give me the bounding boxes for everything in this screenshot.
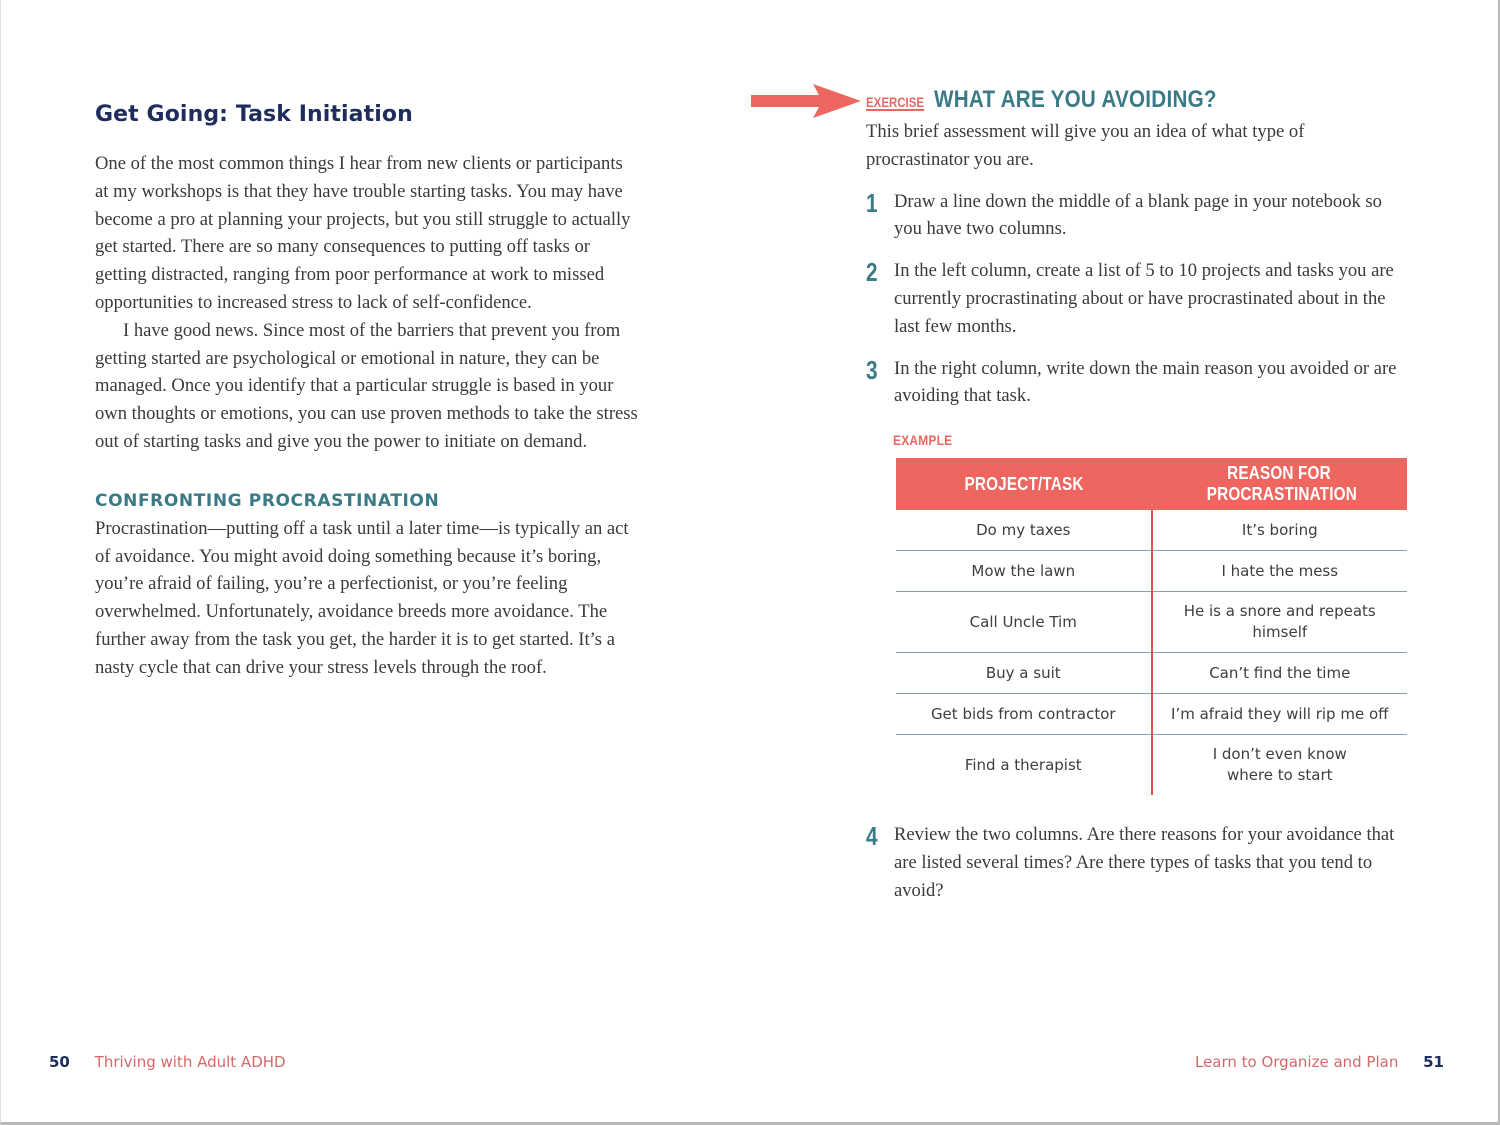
book-title: Thriving with Adult ADHD <box>94 1053 286 1071</box>
exercise-intro: This brief assessment will give you an idea of what type of procrastinator you are. <box>866 121 1305 170</box>
table-row <box>896 694 1407 735</box>
column-header-reason: REASON FOR PROCRASTINATION <box>1152 458 1408 510</box>
column-header-project: PROJECT/TASK <box>896 458 1152 510</box>
reason-cell: He is a snore and repeats himself <box>1152 592 1408 653</box>
reason-cell: Can’t find the time <box>1152 653 1408 694</box>
left-page <box>95 98 640 682</box>
table-row <box>896 735 1407 796</box>
step-4 <box>866 821 1411 904</box>
section-paragraph: Procrastination—putting off a task until a later time—is typically an act of avoidance. You might avoid doing something because it’s boring, you’re afraid of failing, you’re a perfectionist, or you’re feeling overwhelmed. Unfortunately, avoidance breeds more avoidance. The further away from the task you get, the harder it is to get started. It’s a nasty cycle that can drive your stress levels through the roof. <box>95 517 629 678</box>
task-cell: Mow the lawn <box>896 551 1152 592</box>
step-text: In the right column, write down the main reason you avoided or are avoiding that task. <box>894 357 1397 407</box>
body-paragraph-2: I have good news. Since most of the barriers that prevent you from getting started are psychological or emotional in nature, they can be managed. Once you identify that a particular struggle is based in your own thoughts or emotions, you can use proven methods to take the stress out of starting tasks and give you the power to initiate on demand. <box>95 319 638 452</box>
reason-cell: I’m afraid they will rip me off <box>1152 694 1408 735</box>
exercise-title: WHAT ARE YOU AVOIDING? <box>933 86 1217 113</box>
right-footer <box>1195 1053 1444 1071</box>
step-number: 2 <box>866 257 878 288</box>
table-row <box>896 510 1407 551</box>
right-arrow-icon <box>751 84 861 118</box>
chapter-title: Learn to Organize and Plan <box>1194 1053 1399 1071</box>
page-title: Get Going: Task Initiation <box>95 102 413 127</box>
exercise-heading <box>866 86 1411 116</box>
page-number: 50 <box>49 1053 70 1071</box>
step-text: Draw a line down the middle of a blank page in your notebook so you have two columns. <box>894 190 1382 240</box>
step-2 <box>866 257 1411 340</box>
task-cell: Do my taxes <box>896 510 1152 551</box>
step-text: In the left column, create a list of 5 to 10 projects and tasks you are currently procrastinating about or have procrastinated about in the last few months. <box>894 260 1394 337</box>
step-number: 4 <box>866 821 878 852</box>
exercise-tag: EXERCISE <box>866 94 925 110</box>
section-subheading: CONFRONTING PROCRASTINATION <box>95 490 440 511</box>
task-cell: Get bids from contractor <box>896 694 1152 735</box>
table-row <box>896 653 1407 694</box>
left-footer <box>49 1053 286 1071</box>
page-number: 51 <box>1423 1053 1444 1071</box>
table-row <box>896 592 1407 653</box>
table-header-row <box>896 458 1407 510</box>
reason-cell: It’s boring <box>1152 510 1408 551</box>
task-cell: Buy a suit <box>896 653 1152 694</box>
step-3 <box>866 355 1411 411</box>
step-text: Review the two columns. Are there reasons for your avoidance that are listed several times? Are there types of tasks that you tend to avoid? <box>894 824 1395 901</box>
example-label: EXAMPLE <box>893 432 953 449</box>
example-table <box>896 458 1407 795</box>
reason-cell: I hate the mess <box>1152 551 1408 592</box>
task-cell: Find a therapist <box>896 735 1152 796</box>
step-1 <box>866 188 1411 244</box>
step-number: 1 <box>866 187 878 218</box>
right-page <box>866 86 1411 905</box>
task-cell: Call Uncle Tim <box>896 592 1152 653</box>
reason-cell: I don’t even know where to start <box>1212 745 1347 785</box>
table-row <box>896 551 1407 592</box>
body-paragraph-1: One of the most common things I hear from new clients or participants at my workshops is that they have trouble starting tasks. You may have become a pro at planning your projects, but you still struggle to actually get started. There are so many consequences to putting off tasks or getting distracted, ranging from poor performance at work to missed opportunities to increased stress to lack of self-confidence. <box>95 153 631 313</box>
step-number: 3 <box>866 354 878 385</box>
